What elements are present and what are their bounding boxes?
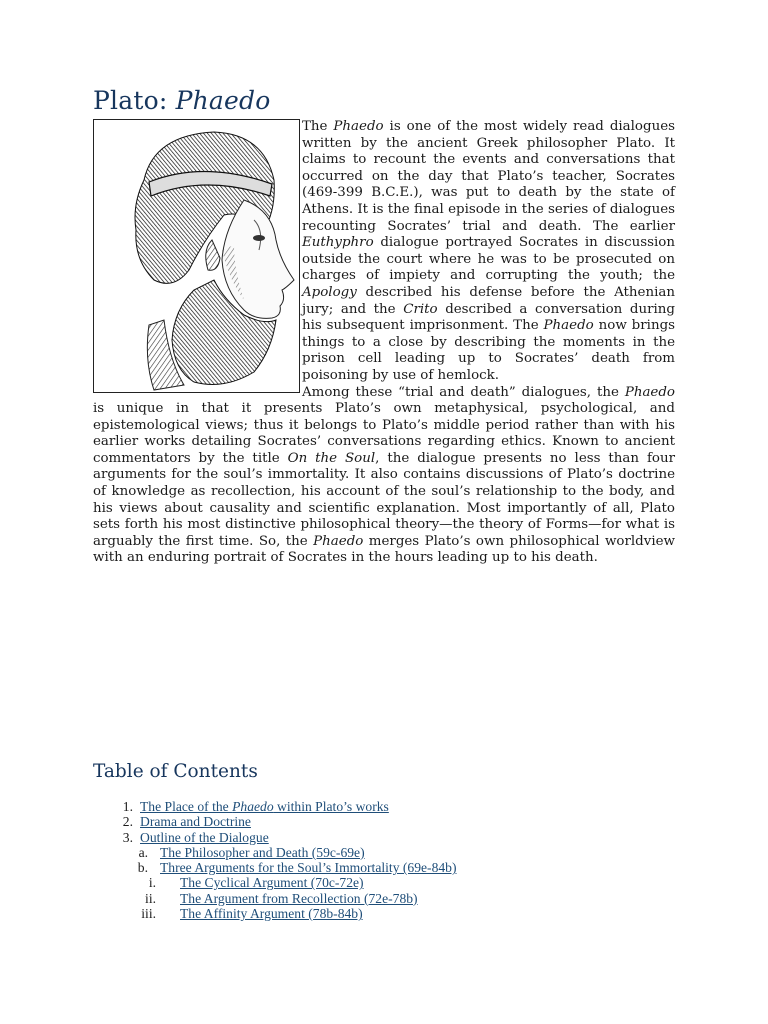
- plato-portrait-image: [93, 119, 300, 393]
- intro-text: [93, 119, 675, 567]
- toc-link-affinity-argument[interactable]: The Affinity Argument (78b-84b): [180, 906, 363, 922]
- toc-item: iii. The Affinity Argument (78b-84b): [141, 906, 363, 922]
- toc-link-three-arguments[interactable]: Three Arguments for the Soul’s Immortality (69e-84b): [160, 860, 457, 876]
- toc-item: b. Three Arguments for the Soul’s Immortality (69e-84b): [137, 860, 457, 876]
- toc-item: ii. The Argument from Recollection (72e-78b): [145, 890, 418, 906]
- toc-item: 1. The Place of the Phaedo within Plato’s works: [122, 799, 389, 814]
- page-title: Plato: Phaedo: [93, 86, 271, 115]
- toc-link-recollection-argument[interactable]: The Argument from Recollection (72e-78b): [180, 890, 418, 906]
- toc-item: a. The Philosopher and Death (59c-69e): [138, 844, 365, 860]
- intro-paragraph-2: Among these “trial and death” dialogues, the Phaedo is unique in that it presents Plato’s own metaphysical, psychological, and epistemological views; thus it belongs to Plato’s middle period rather than with his earlier works detailing Socrates’ conversations regarding ethics. Known to ancient commentators by the title On the Soul, the dialogue presents no less than four arguments for the soul’s immortality. It also contains discussions of Plato’s doctrine of knowledge as recollection, his account of the soul’s relationship to the body, and his views about causality and scientific explanation. Most importantly of all, Plato sets forth his most distinctive philosophical theory—the theory of Forms—for what is arguably the first time. So, the Phaedo merges Plato’s own philosophical worldview with an enduring portrait of Socrates in the hours leading up to his death.: [93, 384, 675, 566]
- toc-item: 2. Drama and Doctrine: [122, 814, 251, 830]
- toc-item: i. The Cyclical Argument (70c-72e): [148, 875, 364, 891]
- toc-link-place-of-phaedo[interactable]: The Place of the Phaedo within Plato’s works: [140, 799, 389, 814]
- toc-item: 3. Outline of the Dialogue: [122, 829, 269, 845]
- plato-bust-icon: [94, 120, 299, 392]
- toc-link-cyclical-argument[interactable]: The Cyclical Argument (70c-72e): [180, 875, 364, 891]
- table-of-contents: [93, 799, 675, 921]
- toc-link-drama-doctrine[interactable]: Drama and Doctrine: [140, 814, 251, 830]
- intro-paragraph-1: The Phaedo is one of the most widely read dialogues written by the ancient Greek philosopher Plato. It claims to recount the events and conversations that occurred on the day that Plato’s teacher, Socrates (469-399 B.C.E.), was put to death by the state of Athens. It is the final episode in the series of dialogues recounting Socrates’ trial and death. The earlier Euthyphro dialogue portrayed Socrates in discussion outside the court where he was to be prosecuted on charges of impiety and corrupting the youth; the Apology described his defense before the Athenian jury; and the Crito described a conversation during his subsequent imprisonment. The Phaedo now brings things to a close by describing the moments in the prison cell leading up to Socrates’ death from poisoning by use of hemlock.: [93, 119, 675, 385]
- toc-link-outline[interactable]: Outline of the Dialogue: [140, 829, 269, 845]
- toc-heading: Table of Contents: [93, 761, 258, 782]
- toc-link-philosopher-death[interactable]: The Philosopher and Death (59c-69e): [160, 844, 365, 860]
